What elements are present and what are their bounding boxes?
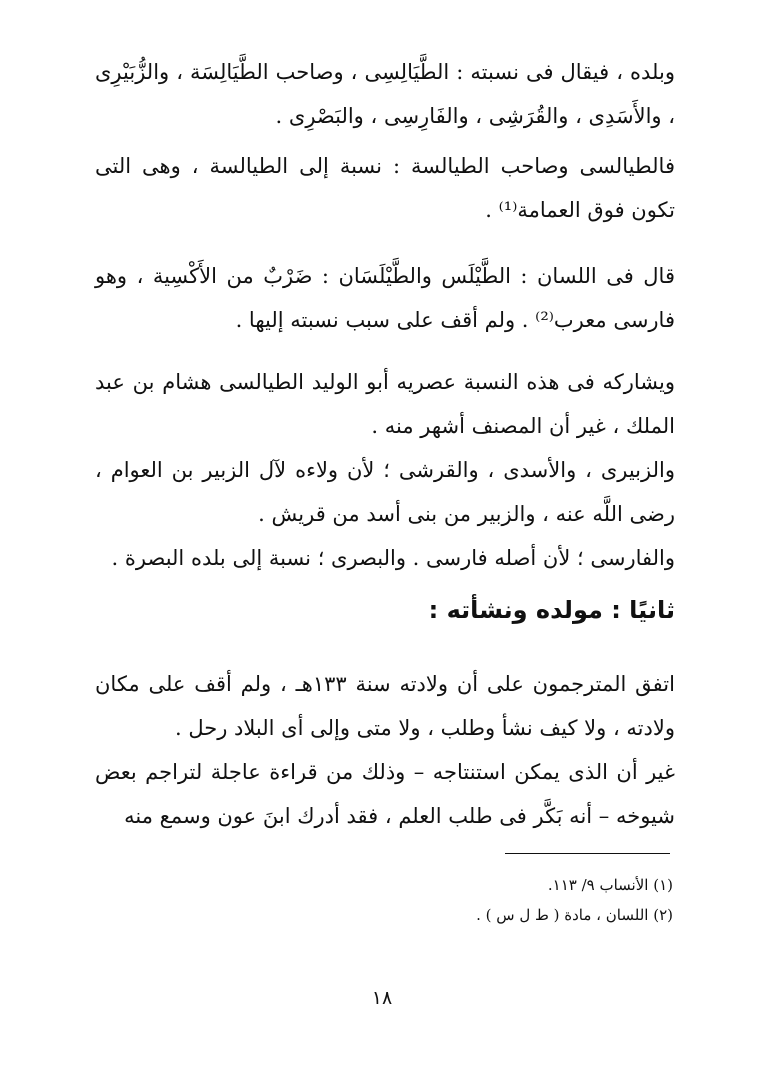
paragraph-farisi: والفارسى ؛ لأن أصله فارسى . والبصرى ؛ نسبة إلى بلده البصرة .: [111, 546, 675, 570]
body-text-top: [95, 50, 675, 580]
page-number: ١٨: [371, 987, 393, 1009]
paragraph-nisba: وبلده ، فيقال فى نسبته : الطَّيَالِسِى ، وصاحب الطَّيَالِسَة ، والزُّبَيْرِى ، والأَسَدِى ، والقُرَشِى ، والفَارِسِى ، والبَصْرِى .: [95, 60, 675, 128]
paragraph-birth: اتفق المترجمون على أن ولادته سنة ١٣٣هـ ، ولم أقف على مكان ولادته ، ولا كيف نشأ وطلب ، ولا متى وإلى أى البلاد رحل .: [95, 672, 675, 740]
footnotes: [95, 870, 673, 930]
paragraph-tayalisi: فالطيالسى وصاحب الطيالسة : نسبة إلى الطيالسة ، وهى التى تكون فوق العمامة⁽¹⁾ .: [95, 154, 675, 222]
footnote-1: (١) الأنساب ٩/ ١١٣.: [547, 876, 673, 894]
paragraph-zubayri: والزبيرى ، والأسدى ، والقرشى ؛ لأن ولاءه لآل الزبير بن العوام ، رضى اللَّه عنه ، والزبير من بنى أسد من قريش .: [95, 458, 675, 526]
body-text-bottom: [95, 662, 675, 838]
paragraph-contemporary: ويشاركه فى هذه النسبة عصريه أبو الوليد الطيالسى هشام بن عبد الملك ، غير أن المصنف أشهر منه .: [95, 370, 675, 438]
paragraph-early-study: غير أن الذى يمكن استنتاجه – وذلك من قراءة عاجلة لتراجم بعض شيوخه – أنه بَكَّر فى طلب العلم ، فقد أدرك ابنَ عون وسمع منه: [95, 760, 675, 828]
footnote-separator: [505, 853, 670, 854]
footnote-2: (٢) اللسان ، مادة ( ط ل س ) .: [476, 906, 673, 924]
paragraph-lisan: قال فى اللسان : الطَّيْلَس والطَّيْلَسَان : ضَرْبٌ من الأَكْسِية ، وهو فارسى معرب⁽²⁾ . ولم أقف على سبب نسبته إليها .: [95, 264, 675, 332]
section-heading: ثانيًا : مولده ونشأته :: [428, 596, 675, 624]
